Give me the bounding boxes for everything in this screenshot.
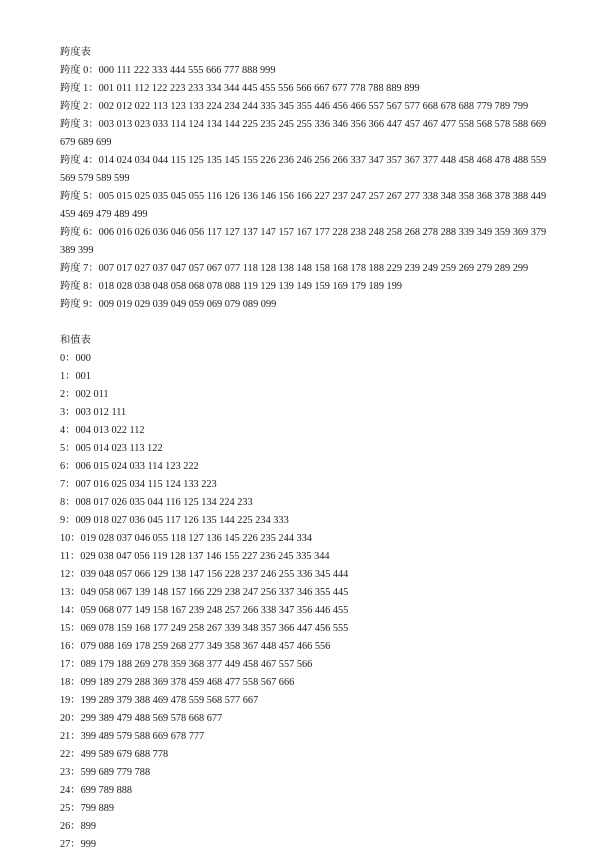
- sum-row: [60, 836, 560, 854]
- sum-row: [60, 548, 560, 566]
- sum-row-label: 2：: [60, 389, 76, 400]
- sum-row-values: 999: [80, 839, 97, 850]
- sum-row-values: 008 017 026 035 044 116 125 134 224 233: [75, 497, 253, 508]
- sum-row-values: 000: [75, 353, 91, 364]
- sum-row: [60, 746, 560, 764]
- sum-row: [60, 404, 560, 422]
- sum-row: [60, 710, 560, 728]
- span-row-values: 001 011 112 122 223 233 334 344 445 455 556 566 667 677 778 788 889 899: [98, 83, 420, 94]
- sum-row-values: 029 038 047 056 119 128 137 146 155 227 236 245 335 344: [80, 551, 330, 562]
- sum-row-label: 19：: [60, 695, 81, 706]
- sum-row-label: 18：: [60, 677, 81, 688]
- section-spacer: [60, 314, 560, 332]
- span-row-values: 006 016 026 036 046 056 117 127 137 147 157 167 177 228 238 248 258 268 278 288 339 349 359 369 379 389 399: [60, 227, 547, 256]
- sum-row-label: 23：: [60, 767, 81, 778]
- span-row-label: 跨度 3：: [60, 119, 99, 130]
- sum-row-label: 20：: [60, 713, 81, 724]
- sum-row-label: 26：: [60, 821, 81, 832]
- span-row-label: 跨度 7：: [60, 263, 99, 274]
- sum-row-label: 5：: [60, 443, 76, 454]
- sum-row-values: 069 078 159 168 177 249 258 267 339 348 357 366 447 456 555: [80, 623, 349, 634]
- span-row-values: 003 013 023 033 114 124 134 144 225 235 245 255 336 346 356 366 447 457 467 477 558 568 578 588 669 679 689 699: [60, 119, 547, 148]
- span-row-values: 007 017 027 037 047 057 067 077 118 128 138 148 158 168 178 188 229 239 249 259 269 279 289 299: [98, 263, 529, 274]
- sum-row: [60, 566, 560, 584]
- sum-row-values: 499 589 679 688 778: [80, 749, 169, 760]
- sum-row-label: 25：: [60, 803, 81, 814]
- sum-row: [60, 458, 560, 476]
- sum-row: [60, 674, 560, 692]
- sum-row: [60, 368, 560, 386]
- sum-row-values: 599 689 779 788: [80, 767, 151, 778]
- sum-row-values: 049 058 067 139 148 157 166 229 238 247 256 337 346 355 445: [80, 587, 349, 598]
- span-row: [60, 278, 560, 296]
- sum-row-values: 399 489 579 588 669 678 777: [80, 731, 205, 742]
- sum-row-values: 009 018 027 036 045 117 126 135 144 225 234 333: [75, 515, 289, 526]
- span-table-title: 跨度表: [60, 47, 91, 58]
- span-row-label: 跨度 4：: [60, 155, 99, 166]
- sum-row: [60, 818, 560, 836]
- sum-row-values: 001: [75, 371, 91, 382]
- sum-row: [60, 386, 560, 404]
- sum-row: [60, 422, 560, 440]
- sum-row-label: 24：: [60, 785, 81, 796]
- sum-table-title: 和值表: [60, 335, 91, 346]
- sum-row: [60, 656, 560, 674]
- span-row-values: 009 019 029 039 049 059 069 079 089 099: [98, 299, 277, 310]
- sum-row-values: 089 179 188 269 278 359 368 377 449 458 467 557 566: [80, 659, 313, 670]
- span-row: [60, 260, 560, 278]
- span-row: [60, 224, 560, 260]
- sum-row-label: 13：: [60, 587, 81, 598]
- sum-row: [60, 800, 560, 818]
- sum-row-label: 27：: [60, 839, 81, 850]
- sum-row-label: 3：: [60, 407, 76, 418]
- sum-row: [60, 440, 560, 458]
- sum-row-label: 21：: [60, 731, 81, 742]
- sum-row: [60, 620, 560, 638]
- sum-row-values: 079 088 169 178 259 268 277 349 358 367 448 457 466 556: [80, 641, 331, 652]
- sum-row: [60, 584, 560, 602]
- sum-row: [60, 350, 560, 368]
- sum-row-values: 002 011: [75, 389, 109, 400]
- document-page: [60, 44, 560, 854]
- sum-row-label: 17：: [60, 659, 81, 670]
- span-row: [60, 296, 560, 314]
- sum-row: [60, 638, 560, 656]
- span-row-values: 018 028 038 048 058 068 078 088 119 129 139 149 159 169 179 189 199: [98, 281, 403, 292]
- span-row-values: 002 012 022 113 123 133 224 234 244 335 345 355 446 456 466 557 567 577 668 678 688 779 789 799: [98, 101, 529, 112]
- sum-row-label: 4：: [60, 425, 76, 436]
- sum-row-values: 004 013 022 112: [75, 425, 145, 436]
- sum-row-label: 8：: [60, 497, 76, 508]
- span-row-values: 000 111 222 333 444 555 666 777 888 999: [98, 65, 276, 76]
- sum-row-label: 14：: [60, 605, 81, 616]
- sum-row-label: 7：: [60, 479, 76, 490]
- span-row-values: 005 015 025 035 045 055 116 126 136 146 156 166 227 237 247 257 267 277 338 348 358 368 378 388 449 459 469 479 489 499: [60, 191, 547, 220]
- span-table: [60, 62, 560, 314]
- span-row: [60, 62, 560, 80]
- sum-row: [60, 728, 560, 746]
- sum-row-values: 039 048 057 066 129 138 147 156 228 237 246 255 336 345 444: [80, 569, 349, 580]
- sum-row: [60, 494, 560, 512]
- sum-row-label: 15：: [60, 623, 81, 634]
- sum-row-label: 9：: [60, 515, 76, 526]
- span-row-values: 014 024 034 044 115 125 135 145 155 226 236 246 256 266 337 347 357 367 377 448 458 468 478 488 559 569 579 589 599: [60, 155, 547, 184]
- sum-row-values: 899: [80, 821, 97, 832]
- span-row-label: 跨度 8：: [60, 281, 99, 292]
- span-row: [60, 188, 560, 224]
- span-row-label: 跨度 5：: [60, 191, 99, 202]
- sum-row-label: 0：: [60, 353, 76, 364]
- span-row: [60, 98, 560, 116]
- sum-row: [60, 530, 560, 548]
- sum-row-values: 099 189 279 288 369 378 459 468 477 558 567 666: [80, 677, 295, 688]
- sum-row-label: 22：: [60, 749, 81, 760]
- sum-row-values: 007 016 025 034 115 124 133 223: [75, 479, 217, 490]
- sum-row: [60, 476, 560, 494]
- sum-row: [60, 602, 560, 620]
- sum-row-values: 003 012 111: [75, 407, 127, 418]
- span-row-label: 跨度 1：: [60, 83, 99, 94]
- sum-row: [60, 512, 560, 530]
- span-row-label: 跨度 9：: [60, 299, 99, 310]
- sum-row-label: 11：: [60, 551, 81, 562]
- span-row-label: 跨度 6：: [60, 227, 99, 238]
- sum-row-label: 10：: [60, 533, 81, 544]
- span-row: [60, 80, 560, 98]
- span-row: [60, 116, 560, 152]
- sum-row-label: 16：: [60, 641, 81, 652]
- sum-row-values: 059 068 077 149 158 167 239 248 257 266 338 347 356 446 455: [80, 605, 349, 616]
- sum-row-values: 019 028 037 046 055 118 127 136 145 226 235 244 334: [80, 533, 312, 544]
- span-row-label: 跨度 0：: [60, 65, 99, 76]
- sum-row: [60, 782, 560, 800]
- sum-row-values: 699 789 888: [80, 785, 133, 796]
- sum-row-label: 1：: [60, 371, 76, 382]
- sum-row: [60, 692, 560, 710]
- sum-row-label: 12：: [60, 569, 81, 580]
- sum-row-label: 6：: [60, 461, 76, 472]
- span-row-label: 跨度 2：: [60, 101, 99, 112]
- sum-row-values: 799 889: [80, 803, 115, 814]
- sum-row: [60, 764, 560, 782]
- sum-row-values: 199 289 379 388 469 478 559 568 577 667: [80, 695, 259, 706]
- sum-table: [60, 350, 560, 854]
- sum-row-values: 299 389 479 488 569 578 668 677: [80, 713, 223, 724]
- sum-row-values: 006 015 024 033 114 123 222: [75, 461, 199, 472]
- sum-row-values: 005 014 023 113 122: [75, 443, 163, 454]
- span-row: [60, 152, 560, 188]
